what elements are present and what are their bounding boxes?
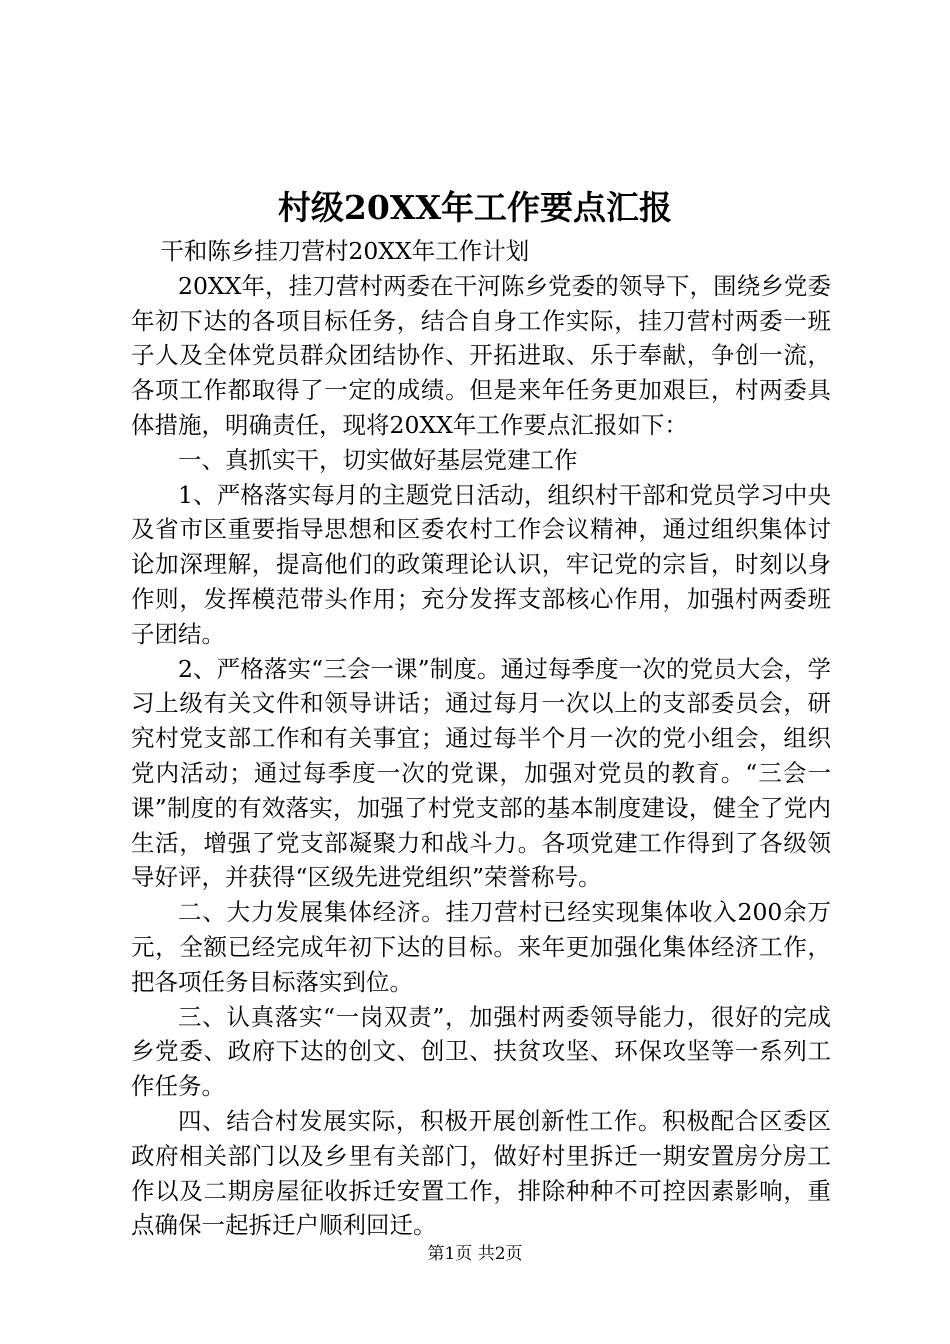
paragraph-subtitle: 干和陈乡挂刀营村20XX年工作计划 xyxy=(160,237,530,265)
paragraph-section-2: 二、大力发展集体经济。挂刀营村已经实现集体收入200余万元，全额已经完成年初下达的目标。来年更加强化集体经济工作，把各项任务目标落实到位。 xyxy=(131,898,831,996)
document-title: 村级20XX年工作要点汇报 xyxy=(277,188,673,227)
paragraph-intro: 20XX年，挂刀营村两委在干河陈乡党委的领导下，围绕乡党委年初下达的各项目标任务，结合自身工作实际，挂刀营村两委一班子人及全体党员群众团结协作、开拓进取、乐于奉献，争创一流，各项工作都取得了一定的成绩。但是来年任务更加艰巨，村两委具体措施，明确责任，现将20XX年工作要点汇报如下： xyxy=(131,271,831,439)
paragraph-item-1: 1、严格落实每月的主题党日活动，组织村干部和党员学习中央及省市区重要指导思想和区委农村工作会议精神，通过组织集体讨论加深理解，提高他们的政策理论认识，牢记党的宗旨，时刻以身作则，发挥模范带头作用；充分发挥支部核心作用，加强村两委班子团结。 xyxy=(131,480,831,648)
document-body xyxy=(131,234,831,1243)
paragraph-section-1-heading: 一、真抓实干，切实做好基层党建工作 xyxy=(178,445,578,474)
paragraph-section-3: 三、认真落实“一岗双责”，加强村两委领导能力，很好的完成乡党委、政府下达的创文、创卫、扶贫攻坚、环保攻坚等一系列工作任务。 xyxy=(131,1002,831,1101)
page-footer: 第1页 共2页 xyxy=(427,1244,523,1264)
paragraph-section-4: 四、结合村发展实际，积极开展创新性工作。积极配合区委区政府相关部门以及乡里有关部门，做好村里拆迁一期安置房分房工作以及二期房屋征收拆迁安置工作，排除种种不可控因素影响，重点确保一起拆迁户顺利回迁。 xyxy=(131,1106,831,1240)
paragraph-item-2: 2、严格落实“三会一课”制度。通过每季度一次的党员大会，学习上级有关文件和领导讲话；通过每月一次以上的支部委员会，研究村党支部工作和有关事宜；通过每半个月一次的党小组会，组织党内活动；通过每季度一次的党课，加强对党员的教育。“三会一课”制度的有效落实，加强了村党支部的基本制度建设，健全了党内生活，增强了党支部凝聚力和战斗力。各项党建工作得到了各级领导好评，并获得“区级先进党组织”荣誉称号。 xyxy=(131,654,831,892)
